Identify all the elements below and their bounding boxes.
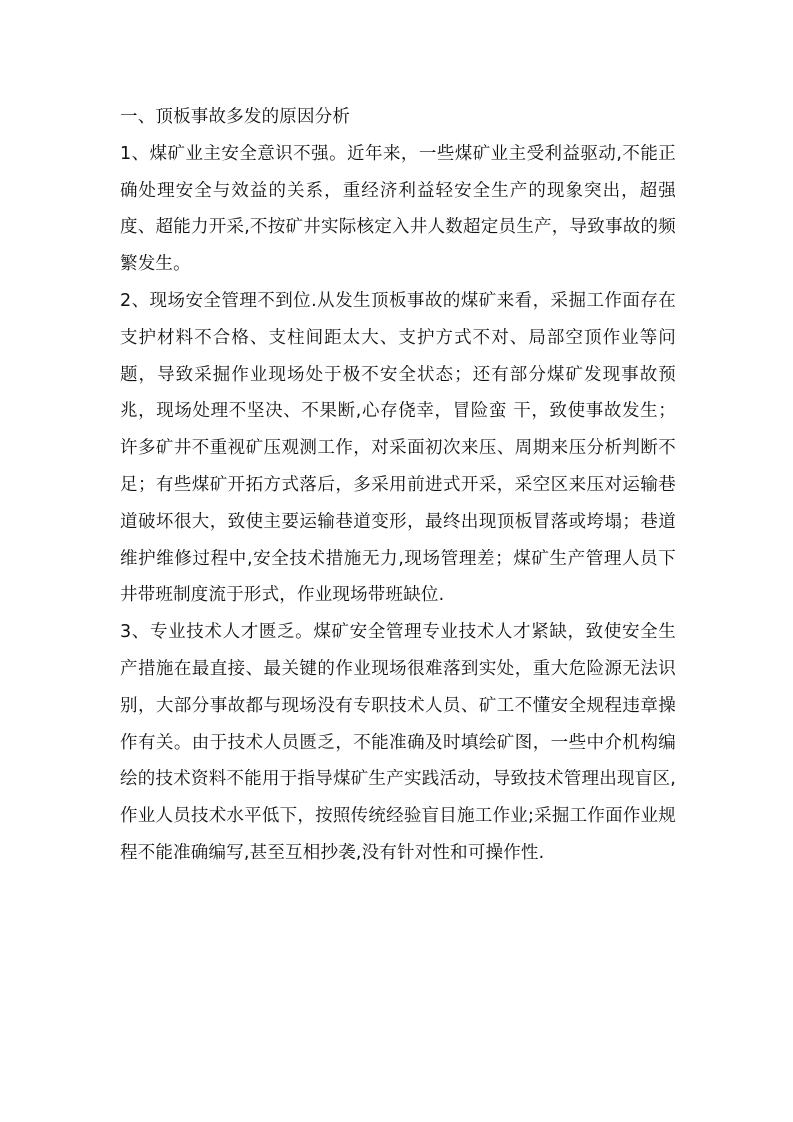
paragraph-1: 1、煤矿业主安全意识不强。近年来，一些煤矿业主受利益驱动,不能正确处理安全与效益的关系，重经济利益轻安全生产的现象突出，超强度、超能力开采,不按矿井实际核定入井人数超定员生产，导致事故的频繁发生。 <box>120 143 676 275</box>
paragraph-3: 3、专业技术人才匮乏。煤矿安全管理专业技术人才紧缺，致使安全生产措施在最直接、最关键的作业现场很难落到实处，重大危险源无法识别，大部分事故都与现场没有专职技术人员、矿工不懂安全规程违章操作有关。由于技术人员匮乏，不能准确及时填绘矿图，一些中介机构编绘的技术资料不能用于指导煤矿生产实践活动，导致技术管理出现盲区,作业人员技术水平低下，按照传统经验盲目施工作业;采掘工作面作业规程不能准确编写,甚至互相抄袭,没有针对性和可操作性. <box>120 622 676 863</box>
section-heading: 一、顶板事故多发的原因分析 <box>120 107 351 127</box>
document-body <box>120 99 676 872</box>
paragraph-2: 2、现场安全管理不到位.从发生顶板事故的煤矿来看，采掘工作面存在支护材料不合格、支柱间距太大、支护方式不对、局部空顶作业等问题，导致采掘作业现场处于极不安全状态；还有部分煤矿发现事故预兆，现场处理不坚决、不果断,心存侥幸，冒险蛮 干，致使事故发生；许多矿井不重视矿压观测工作，对采面初次来压、周期来压分析判断不足；有些煤矿开拓方式落后，多采用前进式开采，采空区来压对运输巷道破坏很大，致使主要运输巷道变形，最终出现顶板冒落或垮塌；巷道维护维修过程中,安全技术措施无力,现场管理差；煤矿生产管理人员下井带班制度流于形式，作业现场带班缺位. <box>120 290 676 606</box>
